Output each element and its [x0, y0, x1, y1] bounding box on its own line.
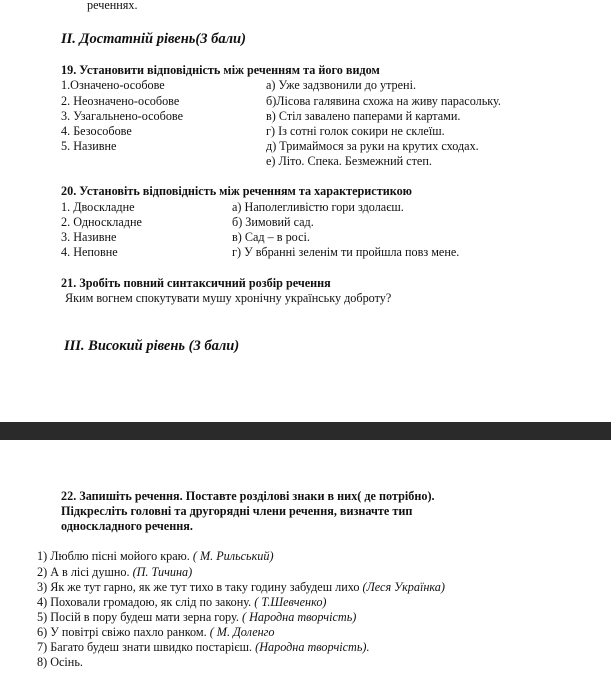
- q20-left-item: 4. Неповне: [61, 245, 118, 259]
- section-3-heading: ІІІ. Високий рівень (3 бали): [64, 338, 240, 354]
- sentence-text: 3) Як же тут гарно, як же тут тихо в таку годину забудеш лихо: [37, 580, 363, 594]
- q21-sentence: Яким вогнем спокутувати мушу хронічну українську доброту?: [65, 291, 392, 305]
- page-separator-band: [0, 422, 611, 440]
- q19-title: 19. Установити відповідність між реченням та його видом: [61, 63, 380, 77]
- q20-title: 20. Установіть відповідність між реченням та характеристикою: [61, 184, 412, 198]
- q19-right-item: в) Стіл завалено паперами й картами.: [266, 109, 461, 123]
- q20-left-item: 2. Односкладне: [61, 215, 142, 229]
- list-item: [37, 610, 356, 625]
- list-item: [37, 640, 370, 655]
- list-item: [37, 595, 326, 610]
- sentence-author: (Леся Українка): [362, 580, 445, 594]
- q20-right-item: б) Зимовий сад.: [232, 215, 314, 229]
- list-item: [37, 655, 83, 670]
- sentence-author: ( М. Рильський): [192, 549, 274, 563]
- q20-left-item: 3. Називне: [61, 230, 117, 244]
- sentence-author: (Народна творчість).: [255, 640, 370, 654]
- sentence-text: 4) Поховали громадою, як слід по закону.: [37, 595, 255, 609]
- list-item: [37, 580, 445, 595]
- top-fragment-text: реченнях.: [87, 0, 138, 12]
- list-item: [37, 549, 274, 564]
- q19-left-item: 1.Означено-особове: [61, 78, 165, 92]
- q19-left-item: 3. Узагальнено-особове: [61, 109, 184, 123]
- sentence-author: (П. Тичина): [132, 565, 193, 579]
- q20-right-item: г) У вбранні зеленім ти пройшла повз мене.: [232, 245, 460, 259]
- q22-title-line: Підкресліть головні та другорядні члени речення, визначте тип: [61, 504, 413, 518]
- sentence-text: 6) У повітрі свіжо пахло ранком.: [37, 625, 210, 639]
- q19-left-item: 2. Неозначено-особове: [61, 94, 180, 108]
- q19-right-item: б)Лісова галявина схожа на живу парасольку.: [266, 94, 501, 108]
- sentence-text: 2) А в лісі душно.: [37, 565, 133, 579]
- sentence-author: ( Народна творчість): [241, 610, 357, 624]
- list-item: [37, 625, 275, 640]
- q22-title-line: 22. Запишіть речення. Поставте розділові знаки в них( де потрібно).: [61, 489, 435, 503]
- q20-left-item: 1. Двоскладне: [61, 200, 135, 214]
- q19-right-item: а) Уже задзвонили до утрені.: [266, 78, 417, 92]
- q19-left-item: 5. Називне: [61, 139, 117, 153]
- q20-right-item: в) Сад – в росі.: [232, 230, 310, 244]
- sentence-text: 7) Багато будеш знати швидко постарієш.: [37, 640, 256, 654]
- q22-title-line: односкладного речення.: [61, 519, 193, 533]
- sentence-author: ( Т.Шевченко): [254, 595, 327, 609]
- q21-title: 21. Зробіть повний синтаксичний розбір речення: [61, 276, 331, 290]
- section-2-heading: ІІ. Достатній рівень(3 бали): [61, 31, 246, 47]
- sentence-author: ( М. Доленго: [209, 625, 275, 639]
- q19-right-item: е) Літо. Спека. Безмежний степ.: [266, 154, 432, 168]
- q19-left-item: 4. Безособове: [61, 124, 132, 138]
- list-item: [37, 565, 192, 580]
- q19-right-item: д) Тримаймося за руки на крутих сходах.: [266, 139, 479, 153]
- sentence-text: 5) Посій в пору будеш мати зерна гору.: [37, 610, 242, 624]
- q19-right-item: г) Із сотні голок сокири не склеїш.: [266, 124, 445, 138]
- sentence-text: 8) Осінь.: [37, 655, 83, 669]
- q20-right-item: а) Наполегливістю гори здолаєш.: [232, 200, 404, 214]
- sentence-text: 1) Люблю пісні мойого краю.: [37, 549, 193, 563]
